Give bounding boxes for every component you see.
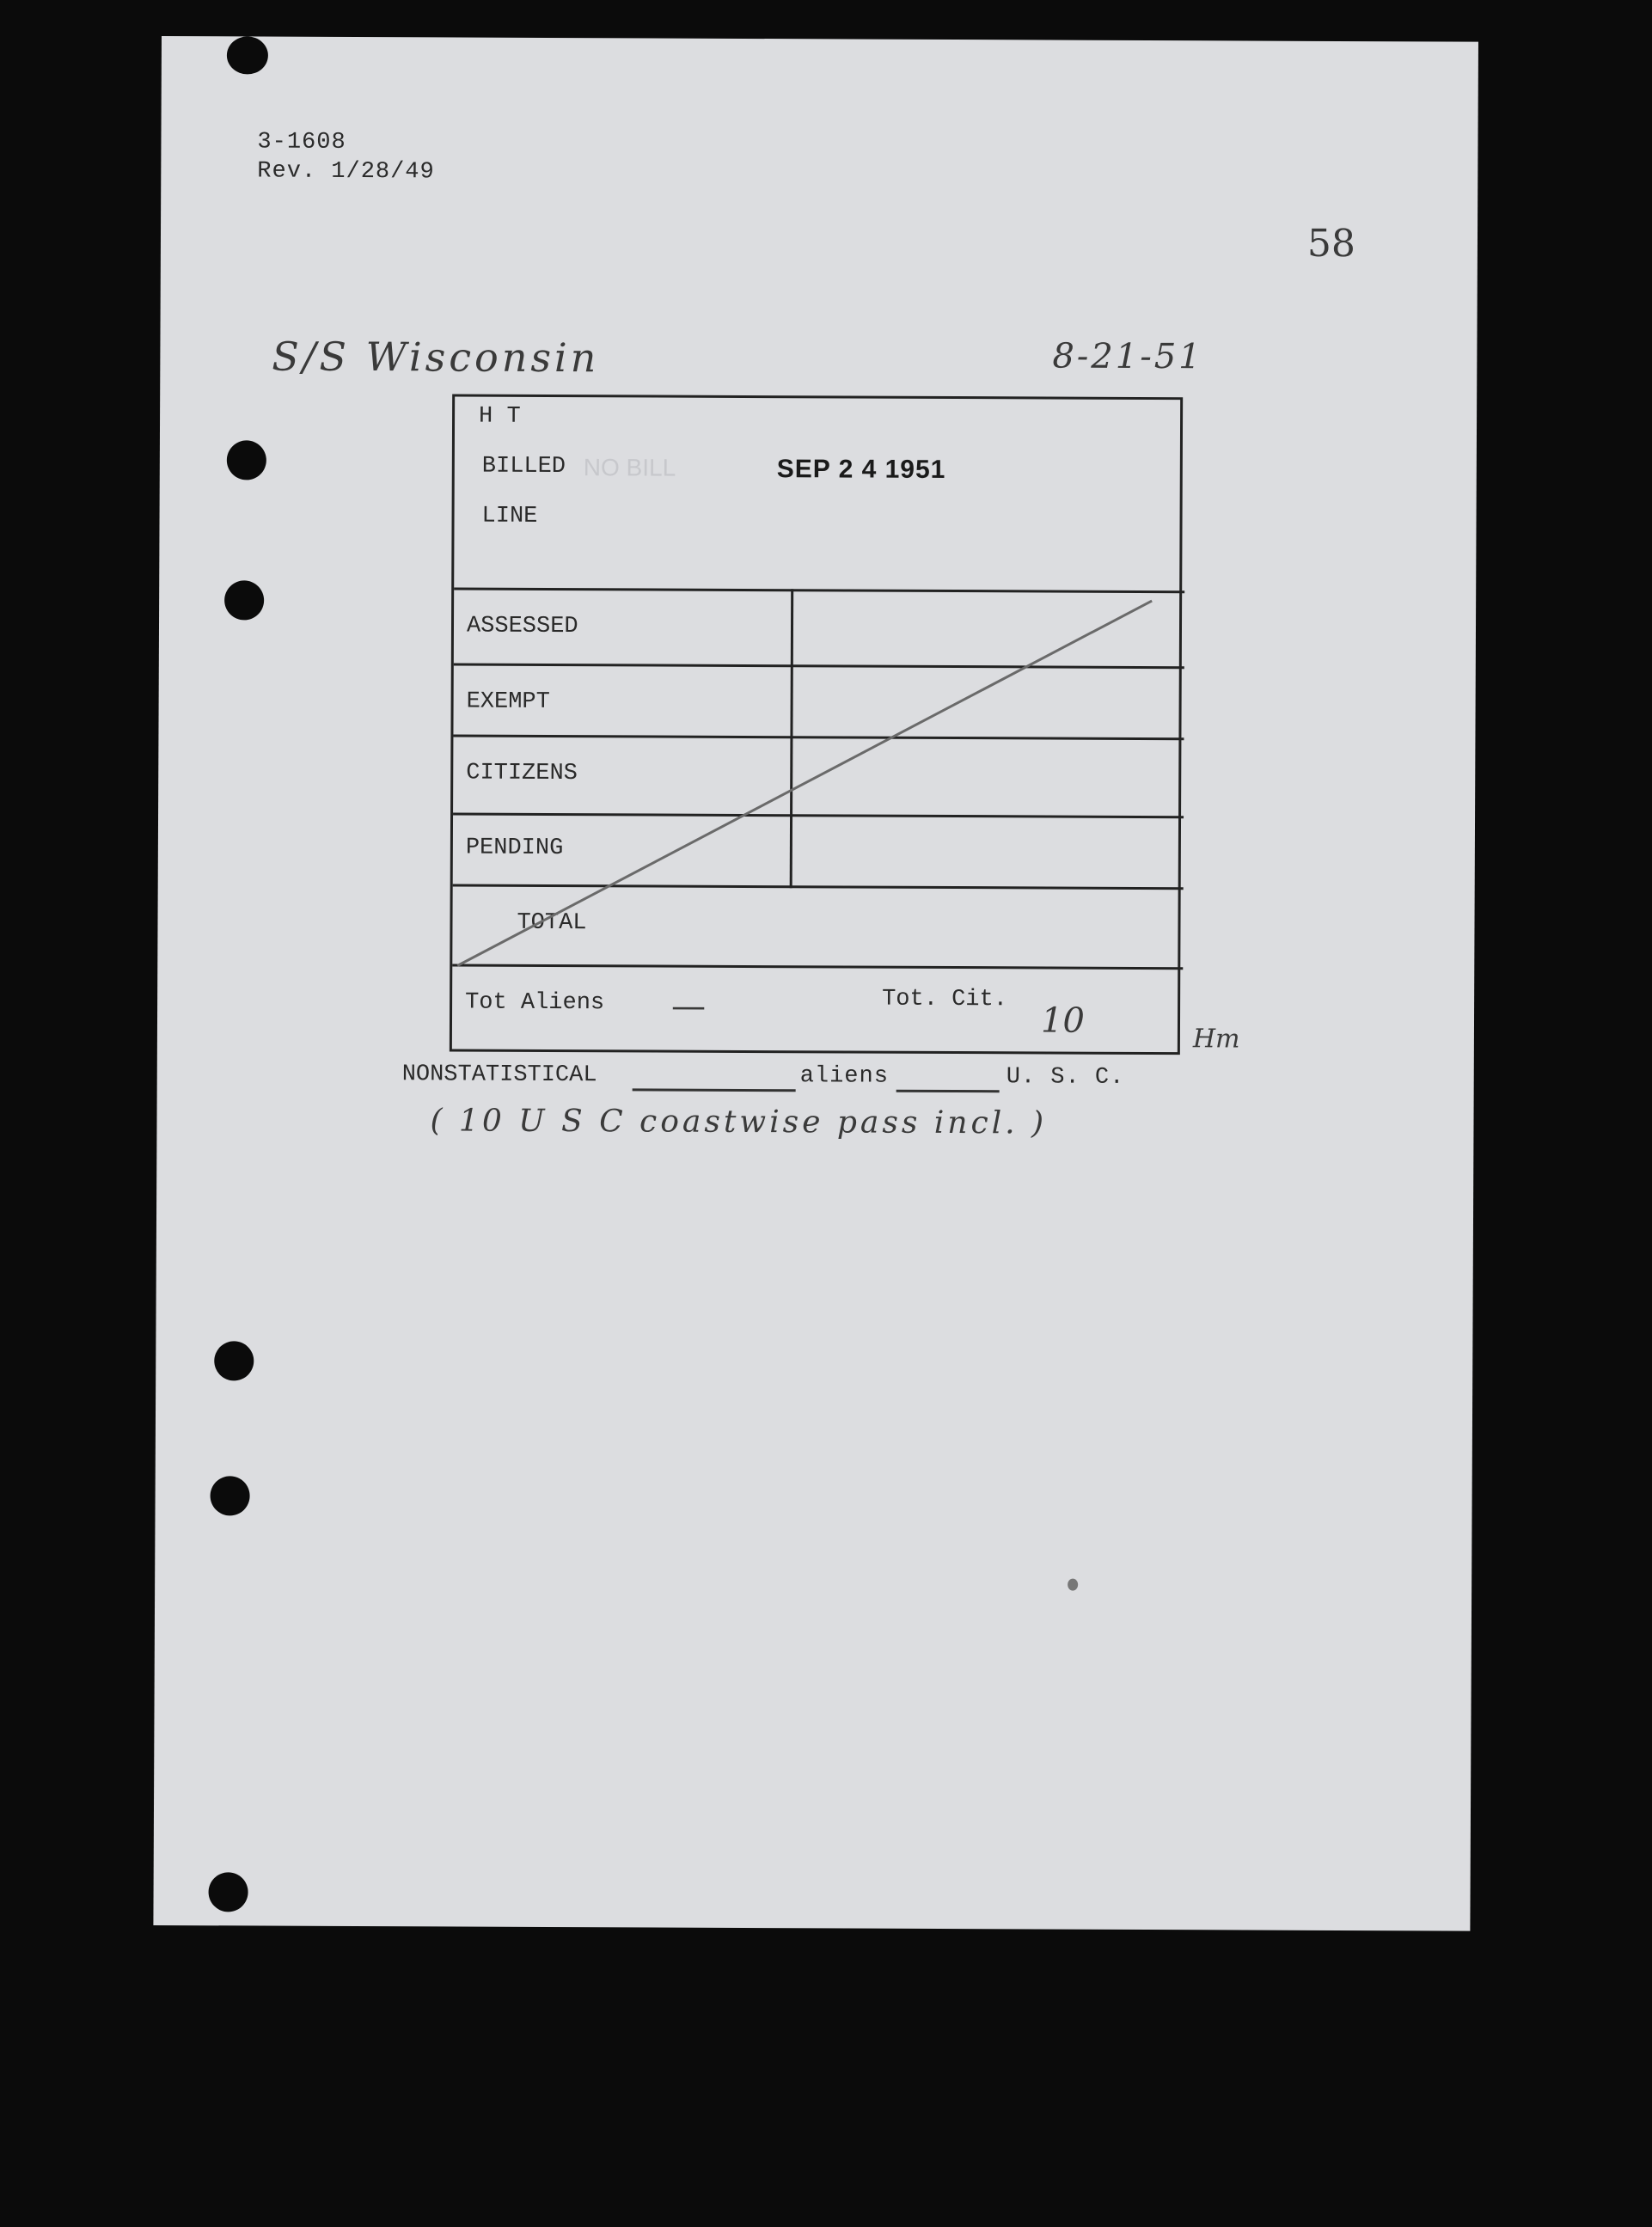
row-label-exempt: EXEMPT bbox=[466, 688, 550, 715]
punch-hole bbox=[214, 1341, 254, 1380]
tot-cit-value: 10 bbox=[1040, 1000, 1086, 1041]
entry-form-table bbox=[450, 394, 1183, 1055]
row-label-assessed: ASSESSED bbox=[466, 613, 578, 640]
paper-speck bbox=[1068, 1579, 1078, 1591]
punch-hole bbox=[208, 1872, 248, 1912]
date-stamp: SEP 2 4 1951 bbox=[776, 455, 946, 484]
punch-hole bbox=[224, 580, 264, 620]
nonstatistical-label: NONSTATISTICAL bbox=[401, 1061, 597, 1089]
header-line: LINE bbox=[481, 503, 538, 529]
punch-hole bbox=[227, 440, 266, 480]
handwritten-date: 8-21-51 bbox=[1052, 336, 1203, 377]
vessel-name: S/S Wisconsin bbox=[272, 333, 600, 382]
header-ht: H T bbox=[479, 403, 521, 430]
page-number: 58 bbox=[1306, 221, 1356, 266]
total-label: TOTAL bbox=[517, 909, 587, 937]
tot-aliens-value: — bbox=[670, 986, 707, 1026]
usc-label: U. S. C. bbox=[1006, 1064, 1125, 1091]
handwritten-note: ( 10 U S C coastwise pass incl. ) bbox=[430, 1103, 1048, 1141]
row-label-citizens: CITIZENS bbox=[466, 760, 578, 787]
document-page bbox=[153, 36, 1478, 1931]
diagonal-strike-line bbox=[452, 396, 1185, 1057]
initials: Hm bbox=[1192, 1024, 1240, 1055]
tot-aliens-label: Tot Aliens bbox=[465, 989, 605, 1017]
row-label-pending: PENDING bbox=[465, 835, 564, 862]
header-billed: BILLED bbox=[481, 453, 566, 480]
tot-cit-label: Tot. Cit. bbox=[882, 986, 1008, 1013]
nonstatistical-blank bbox=[633, 1088, 796, 1092]
form-number: 3-1608 bbox=[257, 129, 346, 156]
header-no-bill-faded: NO BILL bbox=[583, 454, 676, 481]
aliens-blank bbox=[896, 1090, 1000, 1093]
form-revision: Rev. 1/28/49 bbox=[257, 158, 435, 186]
punch-hole bbox=[227, 36, 268, 74]
punch-hole bbox=[210, 1476, 249, 1515]
aliens-label: aliens bbox=[799, 1063, 890, 1090]
